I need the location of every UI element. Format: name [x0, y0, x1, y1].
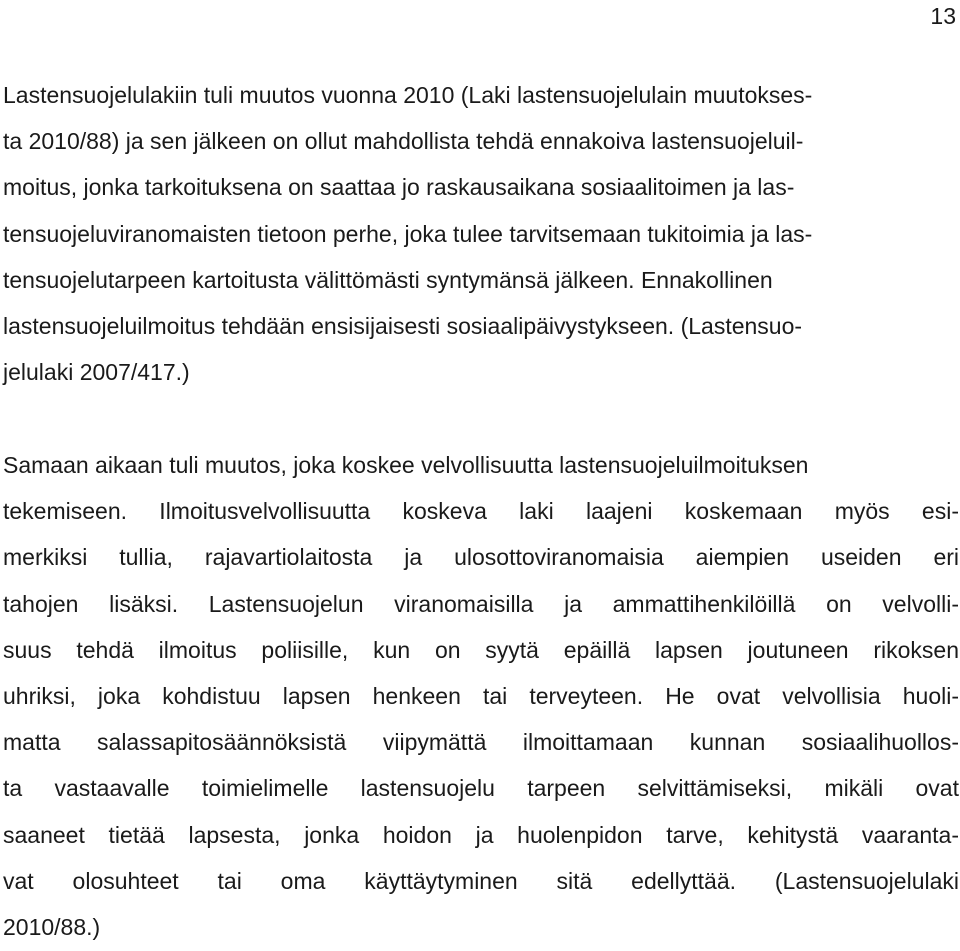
text-line: matta salassapitosäännöksistä viipymättä ilmoittamaan kunnan sosiaalihuollos- — [3, 729, 959, 756]
text-line: suus tehdä ilmoitus poliisille, kun on syytä epäillä lapsen joutuneen rikoksen — [3, 636, 959, 663]
text-line: merkiksi tullia, rajavartiolaitosta ja ulosottoviranomaisia aiempien useiden eri — [3, 544, 959, 571]
text-line: tekemiseen. Ilmoitusvelvollisuutta koskeva laki laajeni koskemaan myös esi- — [3, 498, 959, 525]
text-line: jelulaki 2007/417.) — [3, 359, 190, 386]
text-line: uhriksi, joka kohdistuu lapsen henkeen tai terveyteen. He ovat velvollisia huoli- — [3, 683, 959, 710]
text-line: 2010/88.) — [3, 914, 101, 941]
text-line: Lastensuojelulakiin tuli muutos vuonna 2010 (Laki lastensuojelulain muutokses- — [3, 82, 813, 108]
text-line: tahojen lisäksi. Lastensuojelun viranomaisilla ja ammattihenkilöillä on velvolli- — [3, 590, 959, 617]
text-line: ta 2010/88) ja sen jälkeen on ollut mahdollista tehdä ennakoiva lastensuojeluil- — [3, 128, 804, 155]
text-line: vat olosuhteet tai oma käyttäytyminen sitä edellyttää. (Lastensuojelulaki — [3, 867, 959, 894]
paragraph-lastensuojelulaki-muutos — [3, 72, 899, 395]
text-line: ta vastaavalle toimielimelle lastensuojelu tarpeen selvittämiseksi, mikäli ovat — [3, 775, 959, 802]
page-number: 13 — [930, 3, 956, 29]
text-line: moitus, jonka tarkoituksena on saattaa jo raskausaikana sosiaalitoimen ja las- — [3, 174, 795, 201]
text-line: saaneet tietää lapsesta, jonka hoidon ja huolenpidon tarve, kehitystä vaaranta- — [3, 821, 959, 848]
text-line: Samaan aikaan tuli muutos, joka koskee velvollisuutta lastensuojeluilmoituksen — [3, 452, 809, 478]
text-line: tensuojeluviranomaisten tietoon perhe, joka tulee tarvitsemaan tukitoimia ja las- — [3, 220, 813, 247]
text-line: lastensuojeluilmoitus tehdään ensisijaisesti sosiaalipäivystykseen. (Lastensuo- — [3, 313, 803, 340]
paragraph-ilmoitusvelvollisuus — [3, 442, 959, 950]
text-line: tensuojelutarpeen kartoitusta välittömästi syntymänsä jälkeen. Ennakollinen — [3, 266, 773, 293]
